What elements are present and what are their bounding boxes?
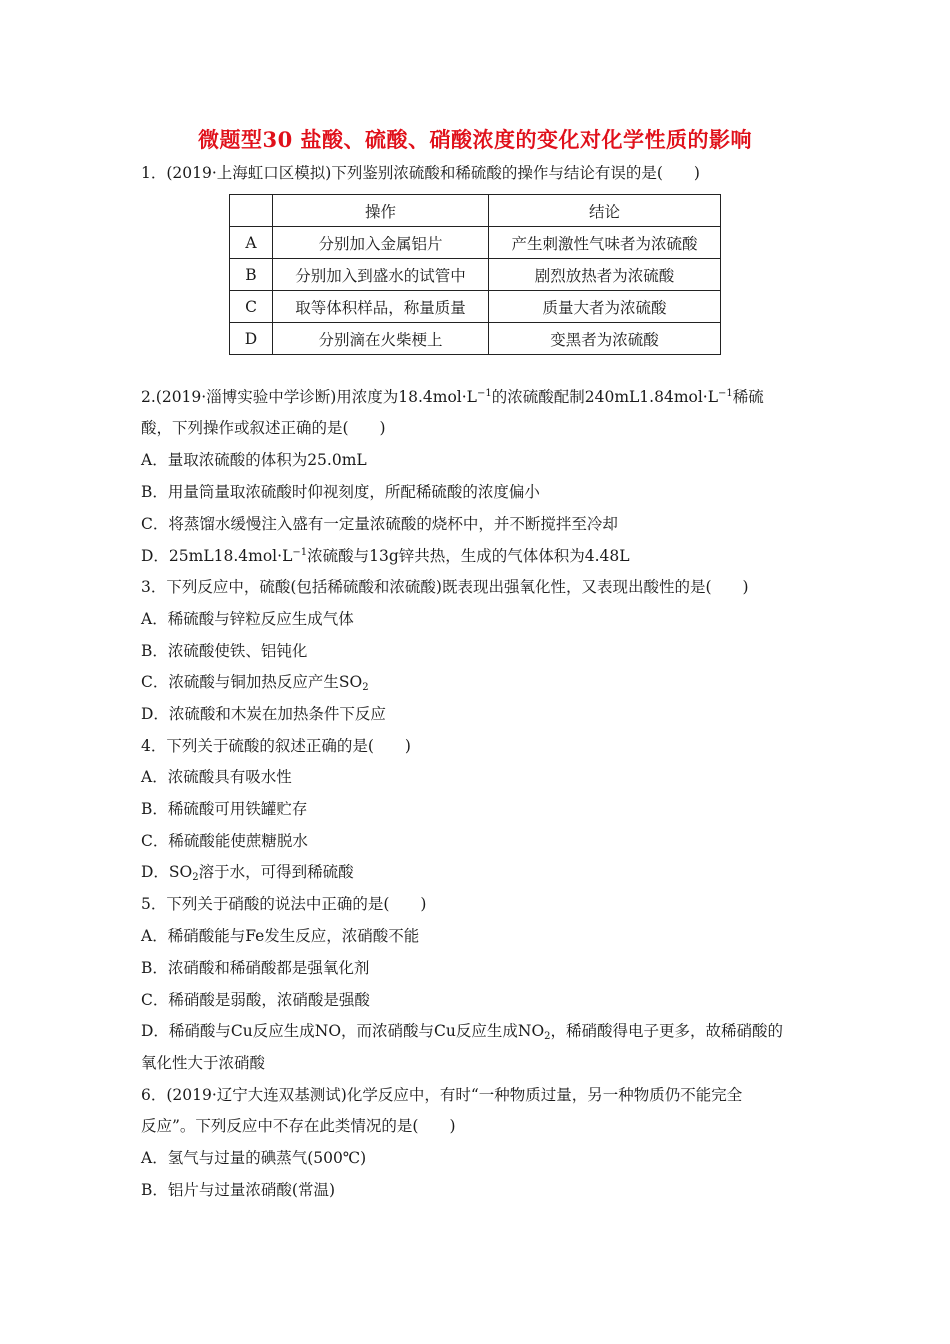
- question-2-option-b: B．用量筒量取浓硫酸时仰视刻度，所配稀硫酸的浓度偏小: [141, 483, 540, 501]
- table-cell: 分别滴在火柴梗上: [273, 323, 489, 355]
- subscript: 2: [192, 872, 199, 883]
- superscript: −1: [292, 547, 308, 558]
- question-1-table: [229, 194, 721, 355]
- question-6-stem-line-2: 反应”。下列反应中不存在此类情况的是( ): [141, 1117, 456, 1135]
- text-span: 的浓硫酸配制240mL1.84mol·L: [491, 388, 719, 406]
- table-header-row: [230, 195, 721, 227]
- table-row: [230, 291, 721, 323]
- question-6-option-a: A．氢气与过量的碘蒸气(500℃): [141, 1149, 367, 1167]
- table-cell: 变黑者为浓硫酸: [489, 323, 721, 355]
- question-5-stem: 5．下列关于硝酸的说法中正确的是( ): [141, 895, 427, 913]
- question-2-stem-line-1: [141, 387, 821, 407]
- table-cell: C: [230, 291, 273, 323]
- table-header-cell: [230, 195, 273, 227]
- table-cell: A: [230, 227, 273, 259]
- question-4-option-d: [141, 862, 821, 882]
- question-3-option-a: A．稀硫酸与锌粒反应生成气体: [141, 610, 354, 628]
- question-3-option-c: [141, 672, 821, 692]
- question-4-option-a: A．浓硫酸具有吸水性: [141, 768, 292, 786]
- question-4-option-c: C．稀硫酸能使蔗糖脱水: [141, 832, 308, 850]
- question-2-option-d: [141, 546, 821, 566]
- question-2-stem-line-2: 酸，下列操作或叙述正确的是( ): [141, 419, 386, 437]
- text-span: D．稀硝酸与Cu反应生成NO，而浓硝酸与Cu反应生成NO: [141, 1022, 545, 1040]
- question-1-stem: 1．(2019·上海虹口区模拟)下列鉴别浓硫酸和稀硫酸的操作与结论有误的是( ): [141, 164, 700, 182]
- table-cell: 分别加入金属铝片: [273, 227, 489, 259]
- question-5-option-d-continued: 氧化性大于浓硝酸: [141, 1054, 266, 1072]
- question-4-stem: 4．下列关于硫酸的叙述正确的是( ): [141, 737, 411, 755]
- question-2-option-a: A．量取浓硫酸的体积为25.0mL: [141, 451, 367, 469]
- table-cell: B: [230, 259, 273, 291]
- text-span: D．25mL18.4mol·L: [141, 547, 293, 565]
- table-row: [230, 323, 721, 355]
- question-4-option-b: B．稀硫酸可用铁罐贮存: [141, 800, 308, 818]
- superscript: −1: [476, 388, 492, 399]
- text-span: ，稀硝酸得电子更多，故稀硝酸的: [550, 1022, 784, 1040]
- question-5-option-c: C．稀硝酸是弱酸，浓硝酸是强酸: [141, 991, 370, 1009]
- table-cell: 剧烈放热者为浓硫酸: [489, 259, 721, 291]
- question-6-option-b: B．铝片与过量浓硝酸(常温): [141, 1181, 335, 1199]
- subscript: 2: [544, 1031, 551, 1042]
- question-5-option-a: A．稀硝酸能与Fe发生反应，浓硝酸不能: [141, 927, 420, 945]
- table-cell: D: [230, 323, 273, 355]
- question-5-option-b: B．浓硝酸和稀硝酸都是强氧化剂: [141, 959, 370, 977]
- question-5-option-d: [141, 1021, 821, 1041]
- table-cell: 质量大者为浓硫酸: [489, 291, 721, 323]
- question-6-stem-line-1: 6．(2019·辽宁大连双基测试)化学反应中，有时“一种物质过量，另一种物质仍不能完全: [141, 1086, 743, 1104]
- question-3-option-d: D．浓硫酸和木炭在加热条件下反应: [141, 705, 386, 723]
- table-header-cell: 操作: [273, 195, 489, 227]
- subscript: 2: [362, 682, 369, 693]
- question-3-stem: 3．下列反应中，硫酸(包括稀硫酸和浓硫酸)既表现出强氧化性，又表现出酸性的是( ): [141, 578, 749, 596]
- table-header-cell: 结论: [489, 195, 721, 227]
- superscript: −1: [718, 388, 733, 399]
- text-span: 溶于水，可得到稀硫酸: [198, 863, 354, 881]
- text-span: D．SO: [141, 863, 193, 881]
- text-span: 2.(2019·淄博实验中学诊断)用浓度为18.4mol·L: [141, 388, 477, 406]
- table-cell: 产生刺激性气味者为浓硫酸: [489, 227, 721, 259]
- text-span: 稀硫: [732, 388, 764, 406]
- table-row: [230, 259, 721, 291]
- table-cell: 取等体积样品，称量质量: [273, 291, 489, 323]
- text-span: C．浓硫酸与铜加热反应产生SO: [141, 673, 363, 691]
- table-cell: 分别加入到盛水的试管中: [273, 259, 489, 291]
- page-title: 微题型30 盐酸、硫酸、硝酸浓度的变化对化学性质的影响: [197, 127, 753, 152]
- table-row: [230, 227, 721, 259]
- question-2-option-c: C．将蒸馏水缓慢注入盛有一定量浓硫酸的烧杯中，并不断搅拌至冷却: [141, 515, 618, 533]
- question-3-option-b: B．浓硫酸使铁、铝钝化: [141, 642, 308, 660]
- text-span: 浓硫酸与13g锌共热，生成的气体体积为4.48L: [307, 547, 630, 565]
